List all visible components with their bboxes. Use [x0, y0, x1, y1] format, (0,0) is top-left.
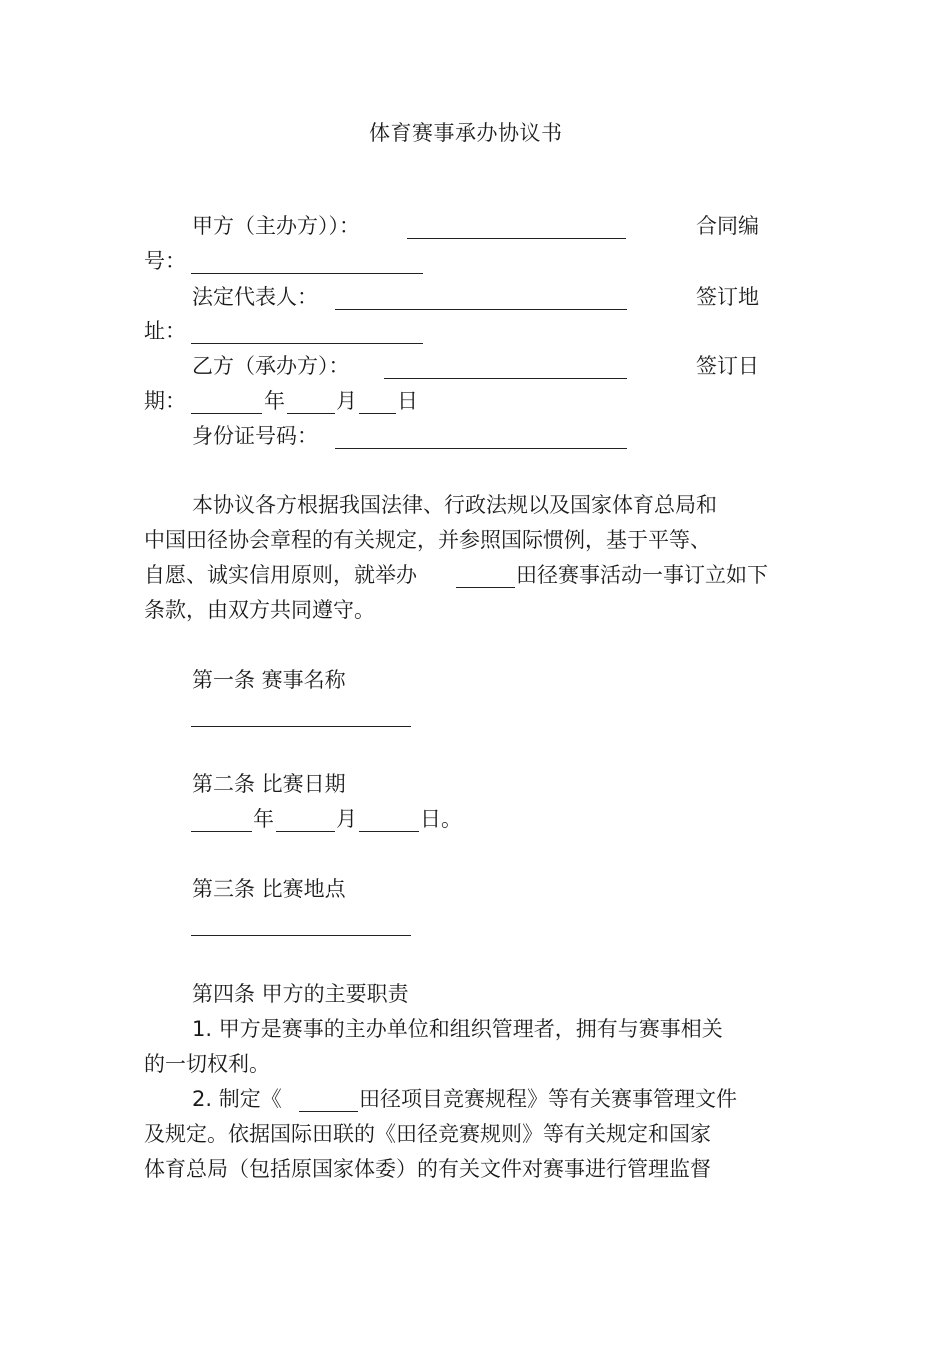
article-4-item-2-line-3: 体育总局（包括原国家体委）的有关文件对赛事进行管理监督	[144, 1157, 711, 1181]
article-4-heading: 第四条 甲方的主要职责	[192, 982, 409, 1006]
intro-line-3: 自愿、诚实信用原则，就举办	[144, 563, 417, 587]
article-4-item-1-line-2: 的一切权利。	[144, 1052, 270, 1076]
event-year-blank	[191, 831, 252, 832]
event-year-char: 年	[253, 807, 274, 831]
contract-no-label: 合同编	[696, 214, 759, 238]
sign-place-label: 签订地	[696, 285, 759, 309]
party-b-label: 乙方（承办方）：	[192, 354, 350, 378]
sign-month-char: 月	[336, 389, 357, 413]
id-number-blank	[335, 448, 627, 449]
sign-place-blank	[191, 343, 423, 344]
article-4-item-2-end: 田径项目竞赛规程》等有关赛事管理文件	[359, 1087, 737, 1111]
intro-line-2: 中国田径协会章程的有关规定，并参照国际惯例，基于平等、	[144, 528, 711, 552]
article-4-item-2-line-2: 及规定。依据国际田联的《田径竞赛规则》等有关规定和国家	[144, 1122, 711, 1146]
event-day-char: 日。	[420, 807, 462, 831]
sign-month-blank	[287, 413, 335, 414]
article-4-item-2-start: 2. 制定《	[192, 1087, 282, 1111]
party-a-blank	[407, 238, 626, 239]
legal-rep-label: 法定代表人：	[192, 285, 318, 309]
intro-line-1: 本协议各方根据我国法律、行政法规以及国家体育总局和	[192, 493, 717, 517]
event-name-blank	[456, 587, 515, 588]
sign-place-label-cont: 址：	[144, 319, 186, 343]
article-4-item-1-line-1: 1. 甲方是赛事的主办单位和组织管理者，拥有与赛事相关	[192, 1017, 723, 1041]
event-month-blank	[276, 831, 335, 832]
intro-line-4: 条款，由双方共同遵守。	[144, 598, 375, 622]
party-a-label: 甲方（主办方））：	[192, 214, 360, 238]
sign-day-blank	[359, 413, 396, 414]
legal-rep-blank	[335, 309, 627, 310]
id-number-label: 身份证号码：	[192, 424, 318, 448]
party-b-blank	[384, 378, 627, 379]
contract-no-label-cont: 号：	[144, 249, 186, 273]
event-day-blank	[359, 831, 419, 832]
rules-name-blank	[299, 1111, 358, 1112]
event-name-field-blank	[191, 726, 411, 727]
event-venue-blank	[191, 935, 411, 936]
article-2-heading: 第二条 比赛日期	[192, 772, 346, 796]
sign-date-label: 签订日	[696, 354, 759, 378]
article-1-heading: 第一条 赛事名称	[192, 668, 346, 692]
contract-no-blank	[191, 273, 423, 274]
sign-day-char: 日	[397, 389, 418, 413]
intro-line-3-end: 田径赛事活动一事订立如下	[516, 563, 768, 587]
sign-year-char: 年	[264, 389, 285, 413]
event-month-char: 月	[336, 807, 357, 831]
sign-year-blank	[191, 413, 262, 414]
document-title: 体育赛事承办协议书	[369, 121, 563, 145]
sign-date-label-cont: 期：	[144, 389, 186, 413]
article-3-heading: 第三条 比赛地点	[192, 877, 346, 901]
